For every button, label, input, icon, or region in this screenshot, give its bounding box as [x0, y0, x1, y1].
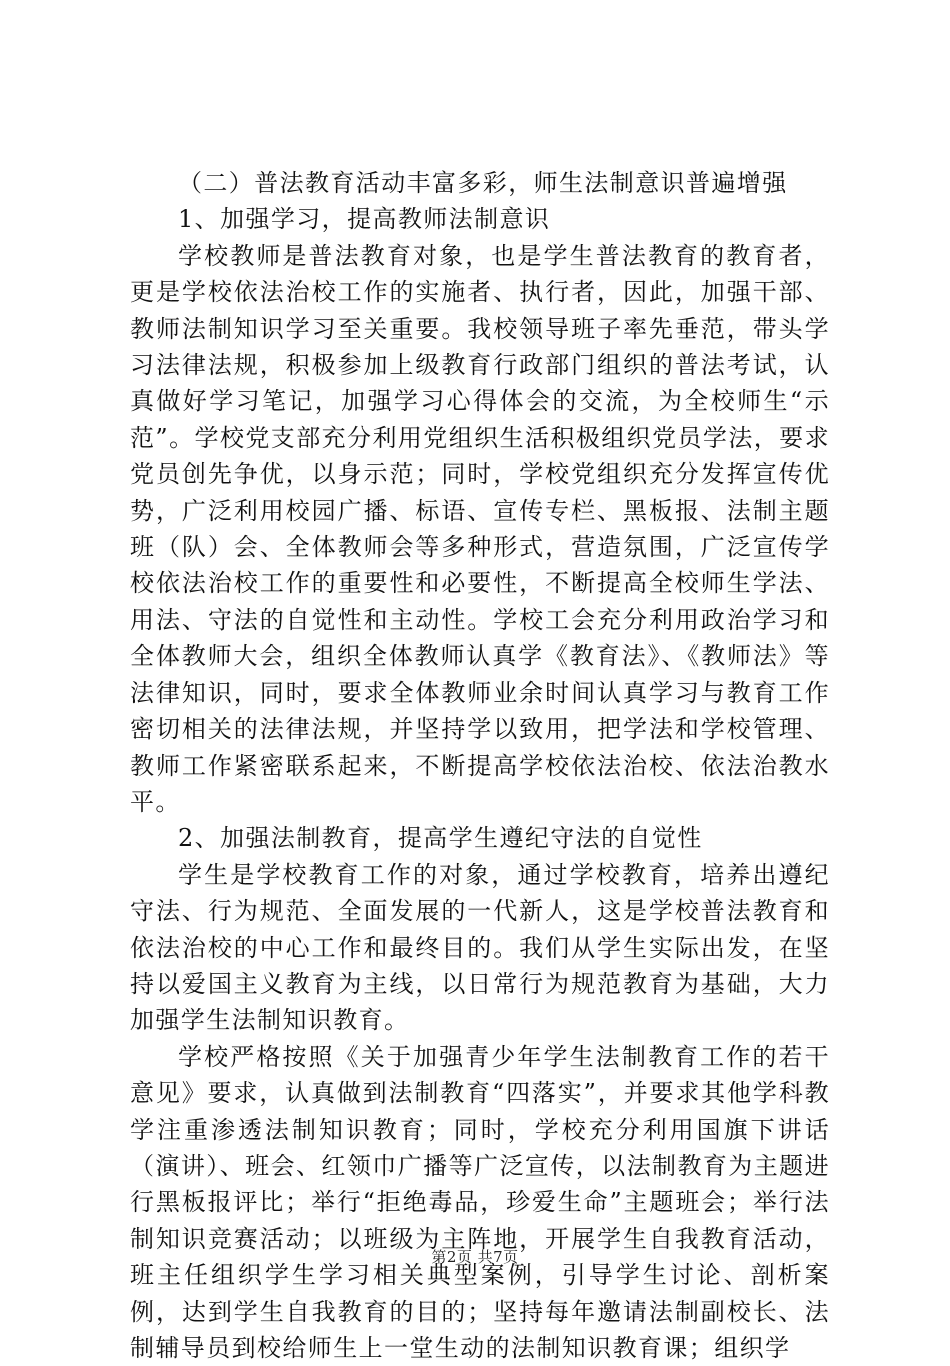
paragraph-student-education: 学生是学校教育工作的对象，通过学校教育，培养出遵纪守法、行为规范、全面发展的一代新人，这是学校普法教育和依法治校的中心工作和最终目的。我们从学生实际出发，在坚持以爱国主义教育为主线，以日常行为规范教育为基础，大力加强学生法制知识教育。: [130, 860, 830, 1035]
document-body: [130, 165, 830, 1366]
subsection-heading-1: 1、加强学习，提高教师法制意识: [178, 205, 551, 234]
subsection-heading-2: 2、加强法制教育，提高学生遵纪守法的自觉性: [178, 824, 703, 853]
page-footer: 第2页 共7页: [431, 1248, 519, 1266]
paragraph-school-measures: 学校严格按照《关于加强青少年学生法制教育工作的若干意见》要求，认真做到法制教育“四落实”，并要求其他学科教学注重渗透法制知识教育；同时，学校充分利用国旗下讲话（演讲）、班会、红领巾广播等广泛宣传，以法制教育为主题进行黑板报评比；举行“拒绝毒品，珍爱生命”主题班会；举行法制知识竞赛活动；以班级为主阵地，开展学生自我教育活动，班主任组织学生学习相关典型案例，引导学生讨论、剖析案例，达到学生自我教育的目的；坚持每年邀请法制副校长、法制辅导员到校给师生上一堂生动的法制知识教育课；组织学: [130, 1042, 830, 1362]
paragraph-teacher-study: 学校教师是普法教育对象，也是学生普法教育的教育者，更是学校依法治校工作的实施者、执行者，因此，加强干部、教师法制知识学习至关重要。我校领导班子率先垂范，带头学习法律法规，积极参加上级教育行政部门组织的普法考试，认真做好学习笔记，加强学习心得体会的交流，为全校师生“示范”。学校党支部充分利用党组织生活积极组织党员学法，要求党员创先争优，以身示范；同时，学校党组织充分发挥宣传优势，广泛利用校园广播、标语、宣传专栏、黑板报、法制主题班（队）会、全体教师会等多种形式，营造氛围，广泛宣传学校依法治校工作的重要性和必要性，不断提高全校师生学法、用法、守法的自觉性和主动性。学校工会充分利用政治学习和全体教师大会，组织全体教师认真学《教育法》、《教师法》等法律知识，同时，要求全体教师业余时间认真学习与教育工作密切相关的法律法规，并坚持学以致用，把学法和学校管理、教师工作紧密联系起来，不断提高学校依法治校、依法治教水平。: [130, 241, 830, 816]
section-heading: （二）普法教育活动丰富多彩，师生法制意识普遍增强: [178, 169, 788, 197]
